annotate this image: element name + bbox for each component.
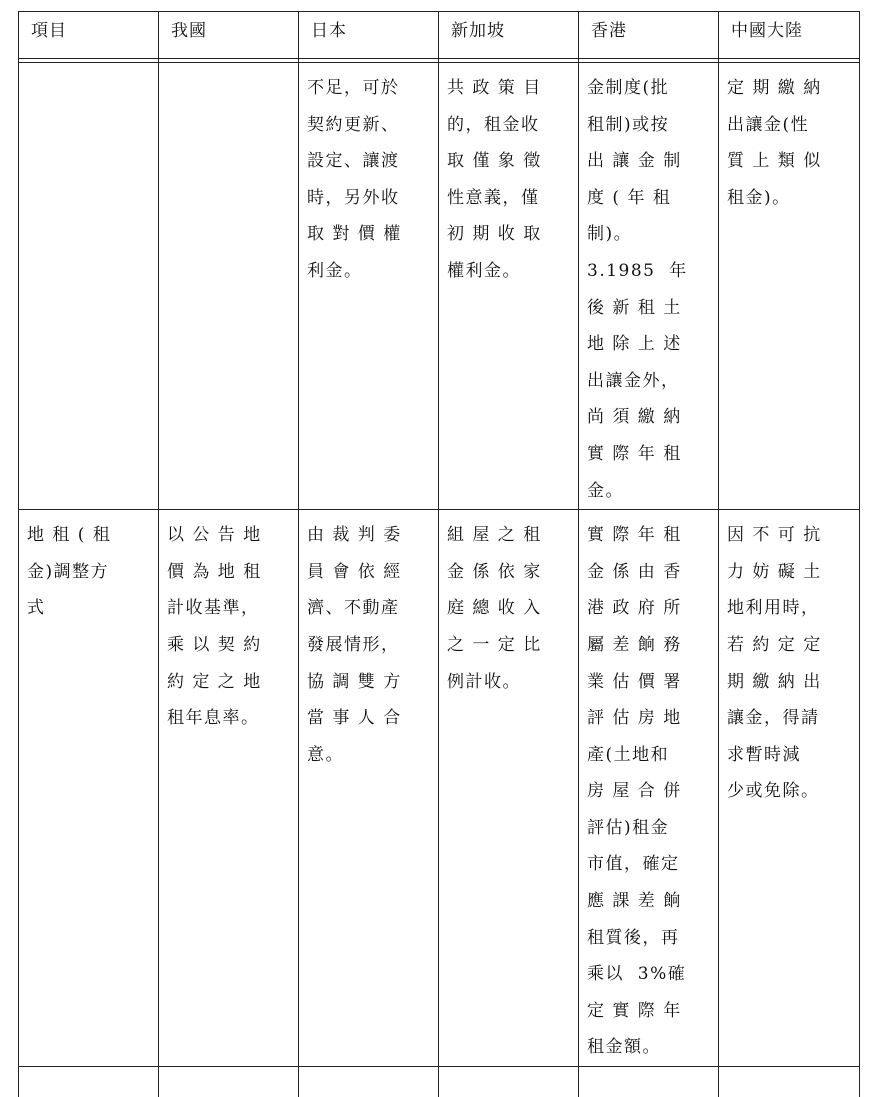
continuation-cell bbox=[19, 1067, 159, 1097]
continuation-cell bbox=[159, 1067, 299, 1097]
table-cell bbox=[19, 510, 159, 1067]
cell-line: 金制度(批 bbox=[587, 78, 670, 98]
cell-line: 因 不 可 抗 bbox=[727, 525, 822, 546]
cell-text bbox=[719, 510, 859, 810]
header-cell-taiwan: 我國 bbox=[159, 12, 299, 59]
cell-line: 度 ( 年 租 bbox=[587, 187, 672, 208]
cell-line: 由 裁 判 委 bbox=[307, 525, 402, 546]
cell-text bbox=[439, 63, 578, 290]
header-cell-mainland-china: 中國大陸 bbox=[719, 12, 860, 59]
cell-line: 港 政 府 所 bbox=[587, 598, 682, 619]
continuation-cell bbox=[299, 1067, 439, 1097]
cell-text bbox=[299, 63, 438, 290]
cell-line: 租金額。 bbox=[587, 1037, 661, 1058]
cell-line: 應 課 差 餉 bbox=[587, 891, 682, 912]
cell-line: 共 政 策 目 bbox=[447, 78, 542, 98]
cell-line: 金。 bbox=[587, 480, 624, 501]
cell-line: 取 僅 象 徵 bbox=[447, 151, 542, 172]
cell-line: 租金)。 bbox=[727, 187, 791, 208]
header-cell-hongkong: 香港 bbox=[579, 12, 719, 59]
cell-line: 業 估 價 署 bbox=[587, 671, 682, 692]
cell-line: 力 妨 礙 土 bbox=[727, 561, 822, 582]
cell-line: 求暫時減 bbox=[727, 744, 801, 765]
cell-line: 產(土地和 bbox=[587, 744, 670, 765]
cell-line: 例計收。 bbox=[447, 671, 521, 692]
cell-line: 租質後，再 bbox=[587, 927, 680, 948]
cell-line: 當 事 人 合 bbox=[307, 708, 402, 729]
cell-line: 取 對 價 權 bbox=[307, 224, 402, 245]
table-cell bbox=[719, 63, 860, 510]
cell-line: 後 新 租 土 bbox=[587, 297, 682, 318]
table-cell bbox=[159, 510, 299, 1067]
cell-text bbox=[19, 510, 158, 627]
cell-text bbox=[439, 510, 578, 700]
cell-text bbox=[159, 63, 298, 70]
cell-line: 定 實 際 年 bbox=[587, 1000, 682, 1021]
cell-line: 員 會 依 經 bbox=[307, 561, 402, 582]
cell-text bbox=[299, 510, 438, 773]
cell-line: 性意義，僅 bbox=[447, 187, 540, 208]
cell-line: 出讓金外， bbox=[587, 370, 680, 391]
cell-line: 租制)或按 bbox=[587, 114, 670, 135]
header-cell-item: 項目 bbox=[19, 12, 159, 59]
cell-text bbox=[719, 63, 859, 216]
cell-line: 少或免除。 bbox=[727, 781, 820, 802]
cell-line: 地利用時， bbox=[727, 598, 820, 619]
table-cell bbox=[719, 510, 860, 1067]
cell-line: 價 為 地 租 bbox=[167, 561, 262, 582]
cell-text bbox=[579, 63, 718, 509]
cell-line: 權利金。 bbox=[447, 260, 521, 281]
cell-line: 之 一 定 比 bbox=[447, 634, 542, 655]
cell-line: 評 估 房 地 bbox=[587, 708, 682, 729]
cell-line: 金 係 由 香 bbox=[587, 561, 682, 582]
table-cell bbox=[439, 510, 579, 1067]
cell-line: 利金。 bbox=[307, 260, 363, 281]
header-cell-japan: 日本 bbox=[299, 12, 439, 59]
cell-line: 協 調 雙 方 bbox=[307, 671, 402, 692]
cell-line: 屬 差 餉 務 bbox=[587, 634, 682, 655]
cell-line: 房 屋 合 併 bbox=[587, 781, 682, 802]
table-cell bbox=[159, 63, 299, 510]
cell-line: 出讓金(性 bbox=[727, 114, 810, 135]
cell-line: 乘 以 契 約 bbox=[167, 634, 262, 655]
table-cell bbox=[579, 510, 719, 1067]
cell-line: 濟、不動產 bbox=[307, 598, 400, 619]
table-cell bbox=[299, 63, 439, 510]
cell-line: 組 屋 之 租 bbox=[447, 525, 542, 546]
cell-line: 時，另外收 bbox=[307, 187, 400, 208]
table-cell bbox=[439, 63, 579, 510]
cell-text bbox=[159, 510, 298, 737]
cell-line: 金)調整方 bbox=[27, 561, 110, 582]
cell-line: 的，租金收 bbox=[447, 114, 540, 135]
table-cell bbox=[19, 63, 159, 510]
cell-line: 質 上 類 似 bbox=[727, 151, 822, 172]
cell-text bbox=[579, 510, 718, 1066]
cell-line: 實 際 年 租 bbox=[587, 525, 682, 546]
table-header-row bbox=[19, 12, 860, 59]
cell-line: 租年息率。 bbox=[167, 708, 260, 729]
continuation-cell bbox=[719, 1067, 860, 1097]
cell-line: 若 約 定 定 bbox=[727, 634, 822, 655]
cell-line: 庭 總 收 入 bbox=[447, 598, 542, 619]
cell-line: 制)。 bbox=[587, 224, 633, 245]
cell-line: 初 期 收 取 bbox=[447, 224, 542, 245]
cell-line: 期 繳 納 出 bbox=[727, 671, 822, 692]
cell-line: 意。 bbox=[307, 744, 344, 765]
cell-line: 評估)租金 bbox=[587, 817, 670, 838]
cell-line: 出 讓 金 制 bbox=[587, 151, 682, 172]
cell-line: 金 係 依 家 bbox=[447, 561, 542, 582]
table-row bbox=[19, 510, 860, 1067]
cell-line: 式 bbox=[27, 598, 46, 619]
comparison-table bbox=[18, 11, 860, 1097]
continuation-cell bbox=[579, 1067, 719, 1097]
header-cell-singapore: 新加坡 bbox=[439, 12, 579, 59]
table-cell bbox=[299, 510, 439, 1067]
cell-line: 以 公 告 地 bbox=[167, 525, 262, 546]
cell-line: 約 定 之 地 bbox=[167, 671, 262, 692]
cell-line: 市值，確定 bbox=[587, 854, 680, 875]
cell-line: 發展情形， bbox=[307, 634, 400, 655]
cell-line: 3.1985 年 bbox=[587, 260, 688, 281]
cell-line: 尚 須 繳 納 bbox=[587, 407, 682, 428]
continuation-cell bbox=[439, 1067, 579, 1097]
cell-line: 乘以 3%確 bbox=[587, 964, 687, 985]
cell-line: 計收基準， bbox=[167, 598, 260, 619]
cell-line: 契約更新、 bbox=[307, 114, 400, 135]
table-row bbox=[19, 63, 860, 510]
cell-line: 實 際 年 租 bbox=[587, 443, 682, 464]
table-cell bbox=[579, 63, 719, 510]
cell-text bbox=[19, 63, 158, 70]
table-row-continuation bbox=[19, 1067, 860, 1097]
cell-line: 讓金，得請 bbox=[727, 708, 820, 729]
cell-line: 設定、讓渡 bbox=[307, 151, 400, 172]
cell-line: 地 除 上 述 bbox=[587, 334, 682, 355]
cell-line: 定 期 繳 納 bbox=[727, 78, 822, 98]
cell-line: 地 租 ( 租 bbox=[27, 525, 112, 546]
cell-line: 不足，可於 bbox=[307, 78, 400, 98]
